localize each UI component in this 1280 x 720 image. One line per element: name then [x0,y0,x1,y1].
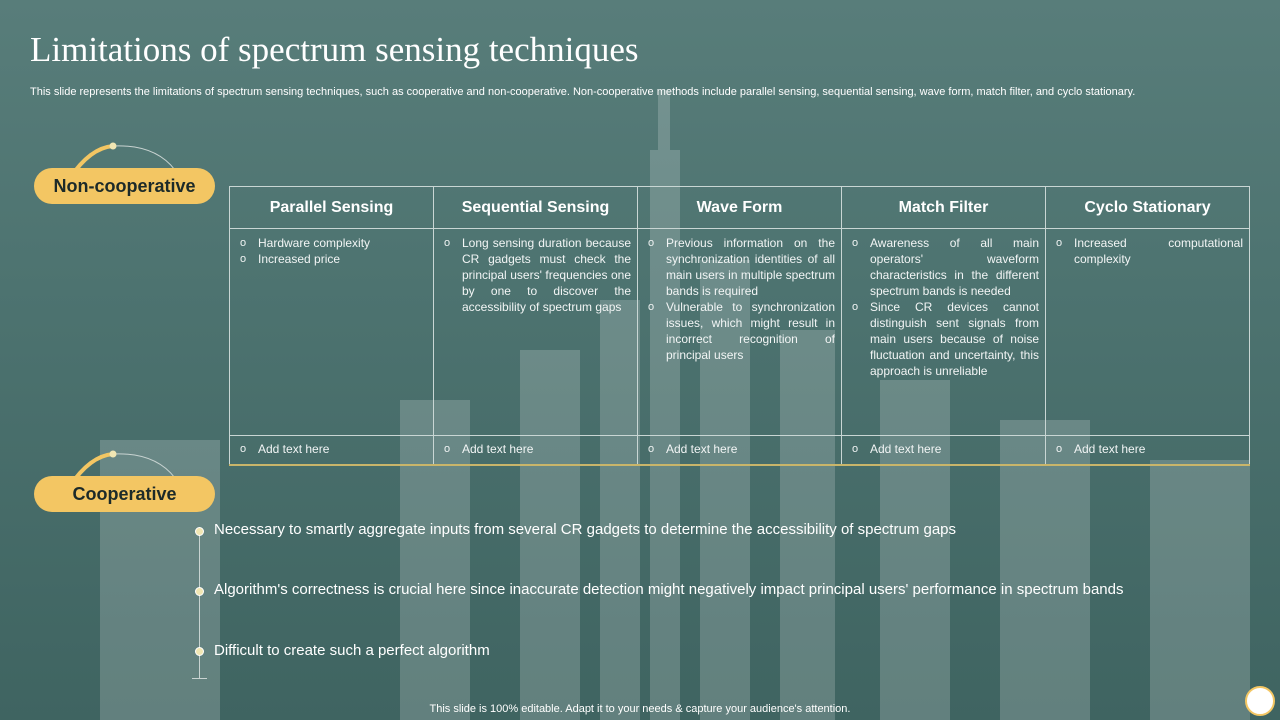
timeline-end [192,678,207,679]
bullet-dot [195,647,204,656]
page-subtitle: This slide represents the limitations of spectrum sensing techniques, such as cooperative and non-cooperative. Non-cooperative methods include parallel sensing, sequential sensing, wave form, match filter, and cyclo stationary. [30,86,1136,98]
list-item: o Previous information on the synchronization identities of all main users in multiple spectrum bands is required [644,235,835,299]
table-cell [434,436,638,465]
cooperative-point: Difficult to create such a perfect algorithm [214,642,490,659]
list-item: o Add text here [848,441,1039,457]
list-item: o Add text here [1052,441,1243,457]
table-cell [434,229,638,436]
table-footer-row [230,436,1250,465]
list-item: o Vulnerable to synchronization issues, which might result in incorrect recognition of principal users [644,299,835,363]
cooperative-label: Cooperative [34,476,215,512]
column-header: Wave Form [638,187,842,229]
list-item: o Increased computational complexity [1052,235,1243,267]
column-header: Match Filter [842,187,1046,229]
list-item: o Since CR devices cannot distinguish sent signals from main users because of noise fluctuation and uncertainty, this approach is unreliable [848,299,1039,379]
list-item: o Increased price [236,251,427,267]
table-cell [842,436,1046,465]
table-cell [1046,436,1250,465]
corner-circle-icon [1245,686,1275,716]
table-cell [230,436,434,465]
table-cell [1046,229,1250,436]
cooperative-point: Necessary to smartly aggregate inputs from several CR gadgets to determine the accessibility of spectrum gaps [214,521,957,538]
bullet-dot [195,587,204,596]
table-cell [638,229,842,436]
bullet-dot [195,527,204,536]
table-cell [842,229,1046,436]
list-item: o Long sensing duration because CR gadgets must check the principal users' frequencies one by one to discover the accessibility of spectrum gaps [440,235,631,315]
list-item: o Add text here [644,441,835,457]
cooperative-point: Algorithm's correctness is crucial here since inaccurate detection might negatively impact principal users' performance in spectrum bands [214,581,1124,598]
column-header: Cyclo Stationary [1046,187,1250,229]
table-cell [638,436,842,465]
list-item: o Hardware complexity [236,235,427,251]
list-item: o Add text here [236,441,427,457]
column-header: Parallel Sensing [230,187,434,229]
noncooperative-label: Non-cooperative [34,168,215,204]
table-cell [230,229,434,436]
column-header: Sequential Sensing [434,187,638,229]
noncooperative-table [229,186,1250,466]
list-item: o Add text here [440,441,631,457]
slide-footer: This slide is 100% editable. Adapt it to your needs & capture your audience's attention. [429,703,851,715]
list-item: o Awareness of all main operators' waveform characteristics in the different spectrum bands is needed [848,235,1039,299]
table-row [230,229,1250,436]
page-title: Limitations of spectrum sensing techniques [30,30,639,69]
table-header-row [230,187,1250,229]
